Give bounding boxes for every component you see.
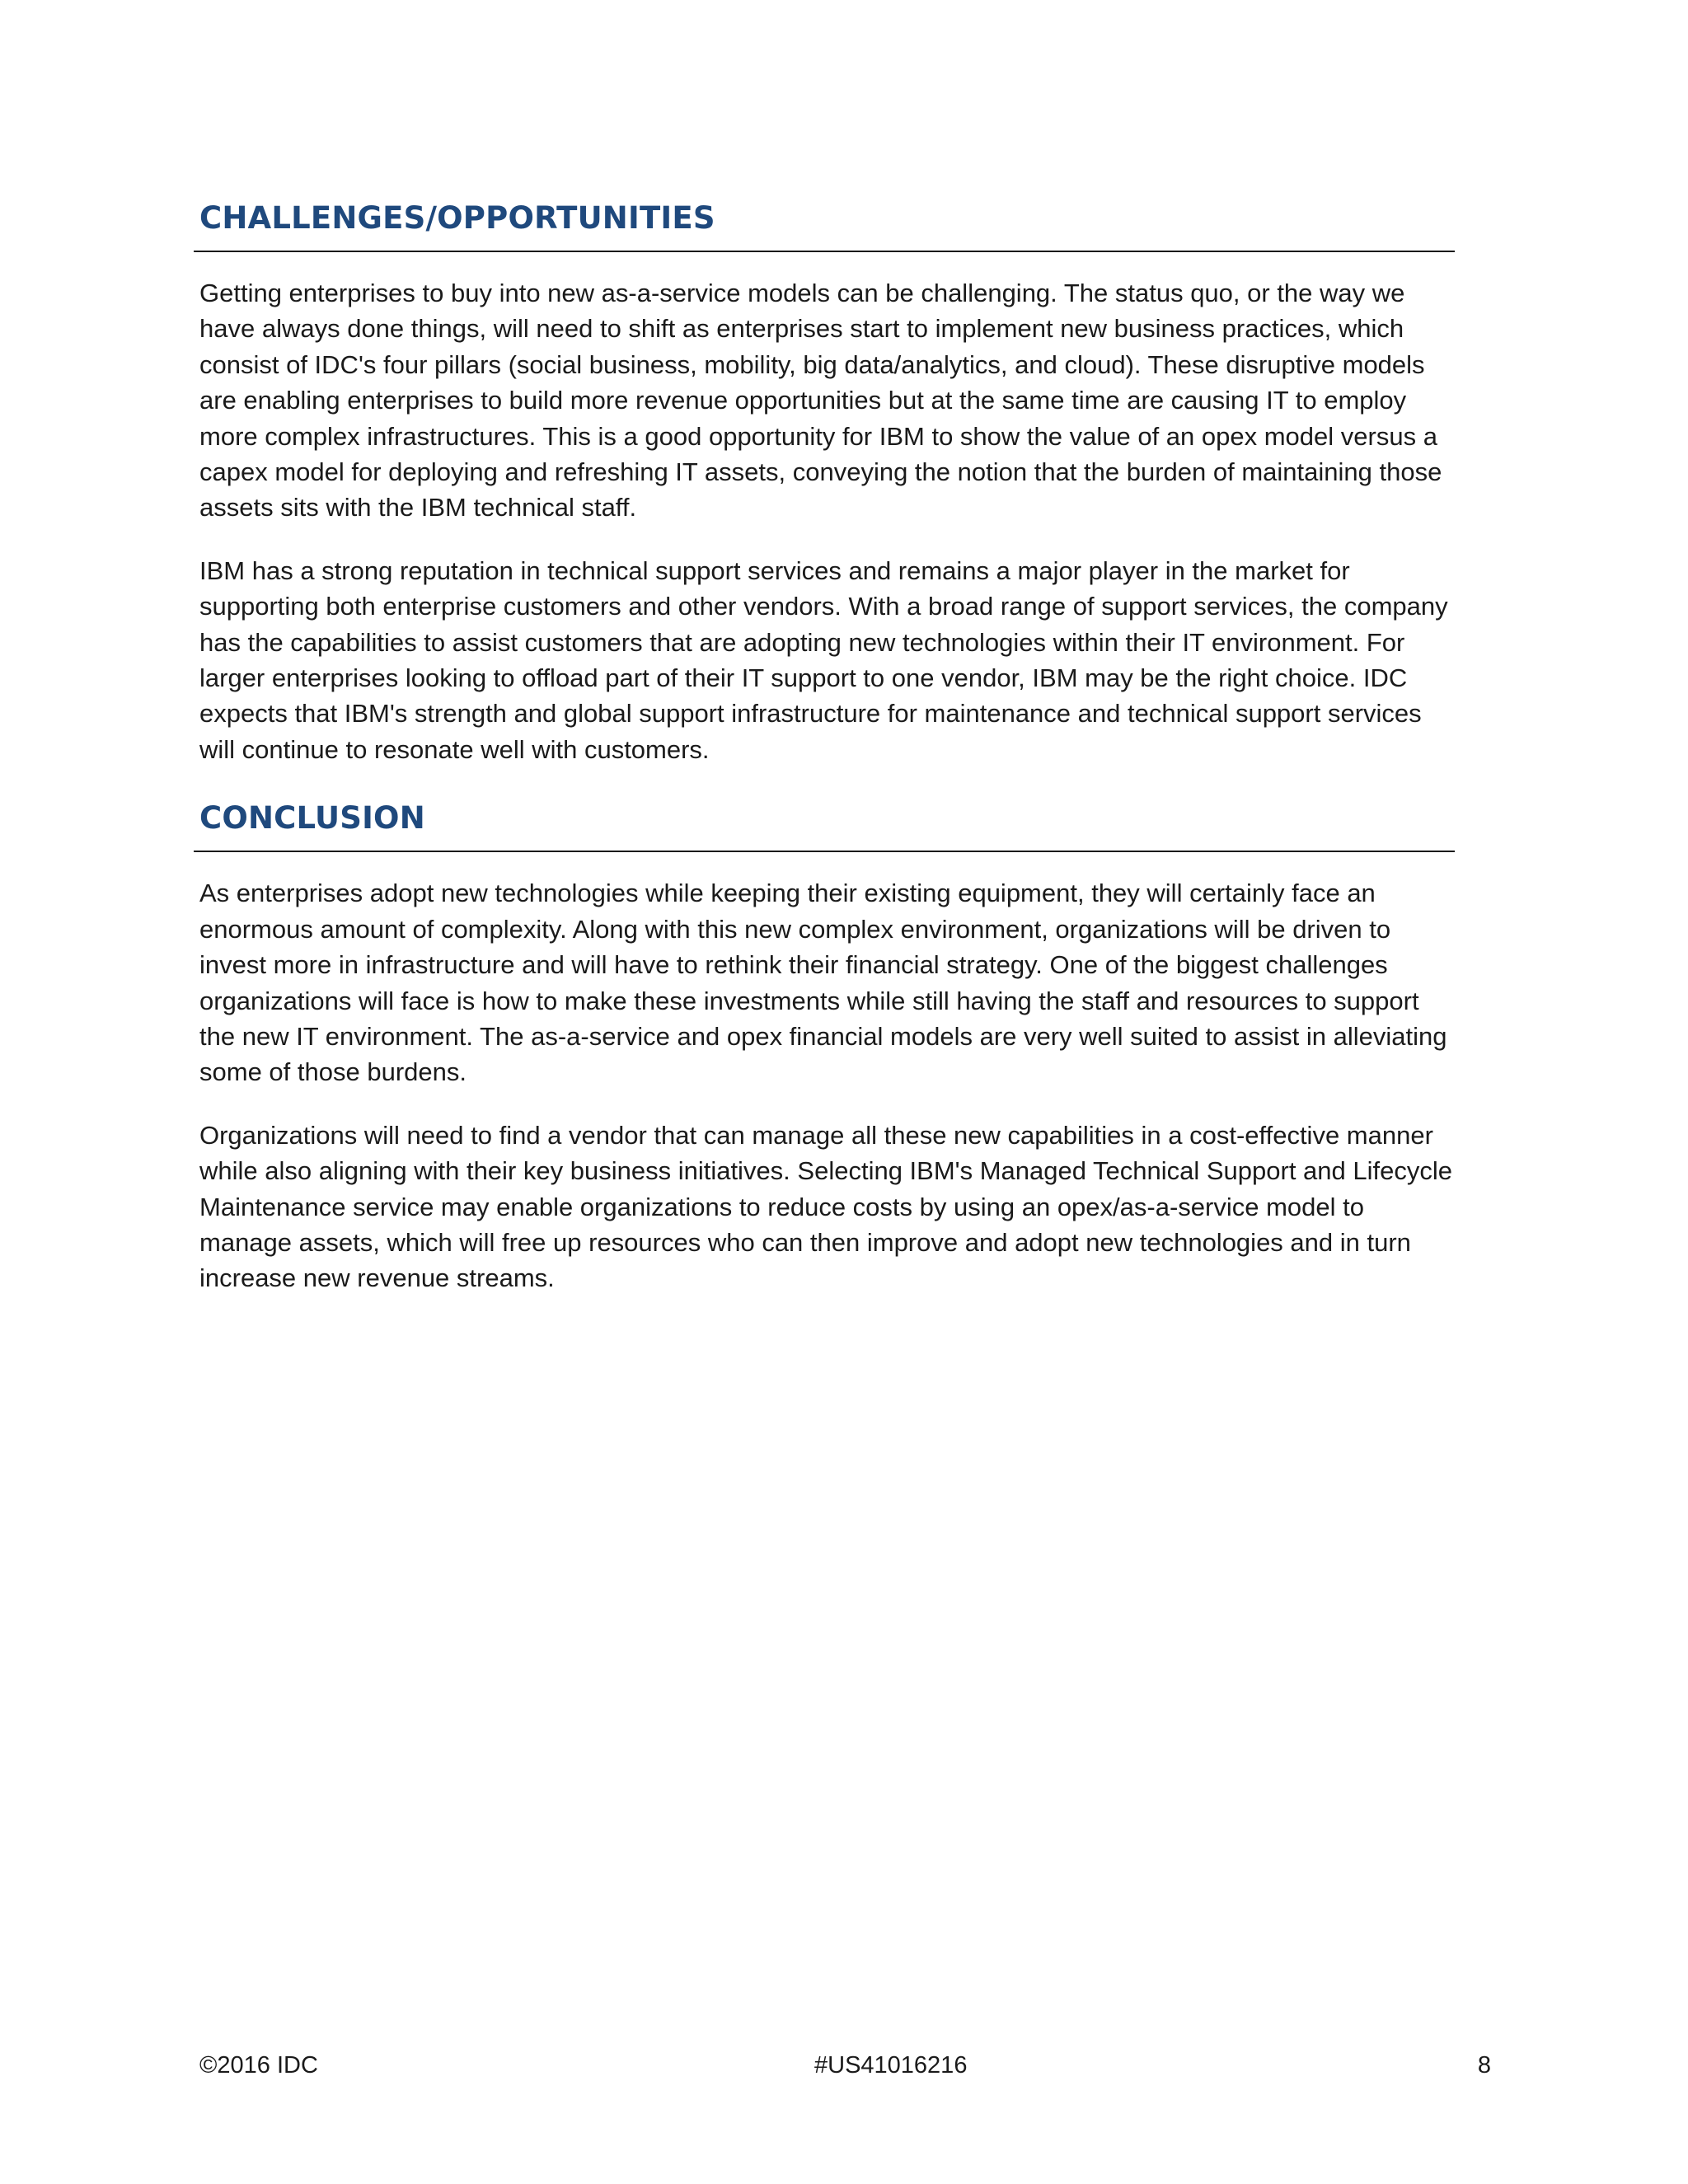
section-heading: CONCLUSION — [199, 800, 425, 837]
page-footer — [198, 2047, 1500, 2083]
footer-page-number: 8 — [1477, 2052, 1491, 2079]
footer-document-id: #US41016216 — [814, 2052, 968, 2079]
paragraph: Organizations will need to find a vendor that can manage all these new capabilities in a cost-effective manner while also aligning with their key business initiatives. Selecting IBM's Managed Technical Support and Lifecycle Maintenance service may enable organizations to reduce costs by using an opex/as-a-service model to manage assets, which will free up resources who can then improve and adopt new technologies and in turn increase new revenue streams. — [199, 1120, 1452, 1293]
heading-rule — [194, 851, 1455, 852]
section-challenges-opportunities — [198, 194, 1455, 767]
paragraph: As enterprises adopt new technologies while keeping their existing equipment, they will certainly face an enormous amount of complexity. Along with this new complex environment, organizations will be driven to invest more in infrastructure and will have to rethink their financial strategy. One of the biggest challenges organizations will face is how to make these investments while still having the staff and resources to support the new IT environment. The as-a-service and opex financial models are very well suited to assist in alleviating some of those burdens. — [199, 879, 1447, 1087]
section-conclusion — [198, 794, 1455, 1296]
paragraph: Getting enterprises to buy into new as-a-service models can be challenging. The status quo, or the way we have always done things, will need to shift as enterprises start to implement new business practices, which consist of IDC's four pillars (social business, mobility, big data/analytics, and cloud). These disruptive models are enabling enterprises to build more revenue opportunities but at the same time are causing IT to employ more complex infrastructures. This is a good opportunity for IBM to show the value of an opex model versus a capex model for deploying and refreshing IT assets, conveying the notion that the burden of maintaining those assets sits with the IBM technical staff. — [199, 279, 1442, 523]
page-content — [198, 194, 1455, 1324]
paragraph: IBM has a strong reputation in technical support services and remains a major player in the market for supporting both enterprise customers and other vendors. With a broad range of support services, the company has the capabilities to assist customers that are adopting new technologies within their IT environment. For larger enterprises looking to offload part of their IT support to one vendor, IBM may be the right choice. IDC expects that IBM's strength and global support infrastructure for maintenance and technical support services will continue to resonate well with customers. — [199, 555, 1448, 764]
section-heading: CHALLENGES/OPPORTUNITIES — [199, 200, 715, 236]
footer-copyright: ©2016 IDC — [199, 2052, 318, 2079]
heading-rule — [194, 251, 1455, 252]
